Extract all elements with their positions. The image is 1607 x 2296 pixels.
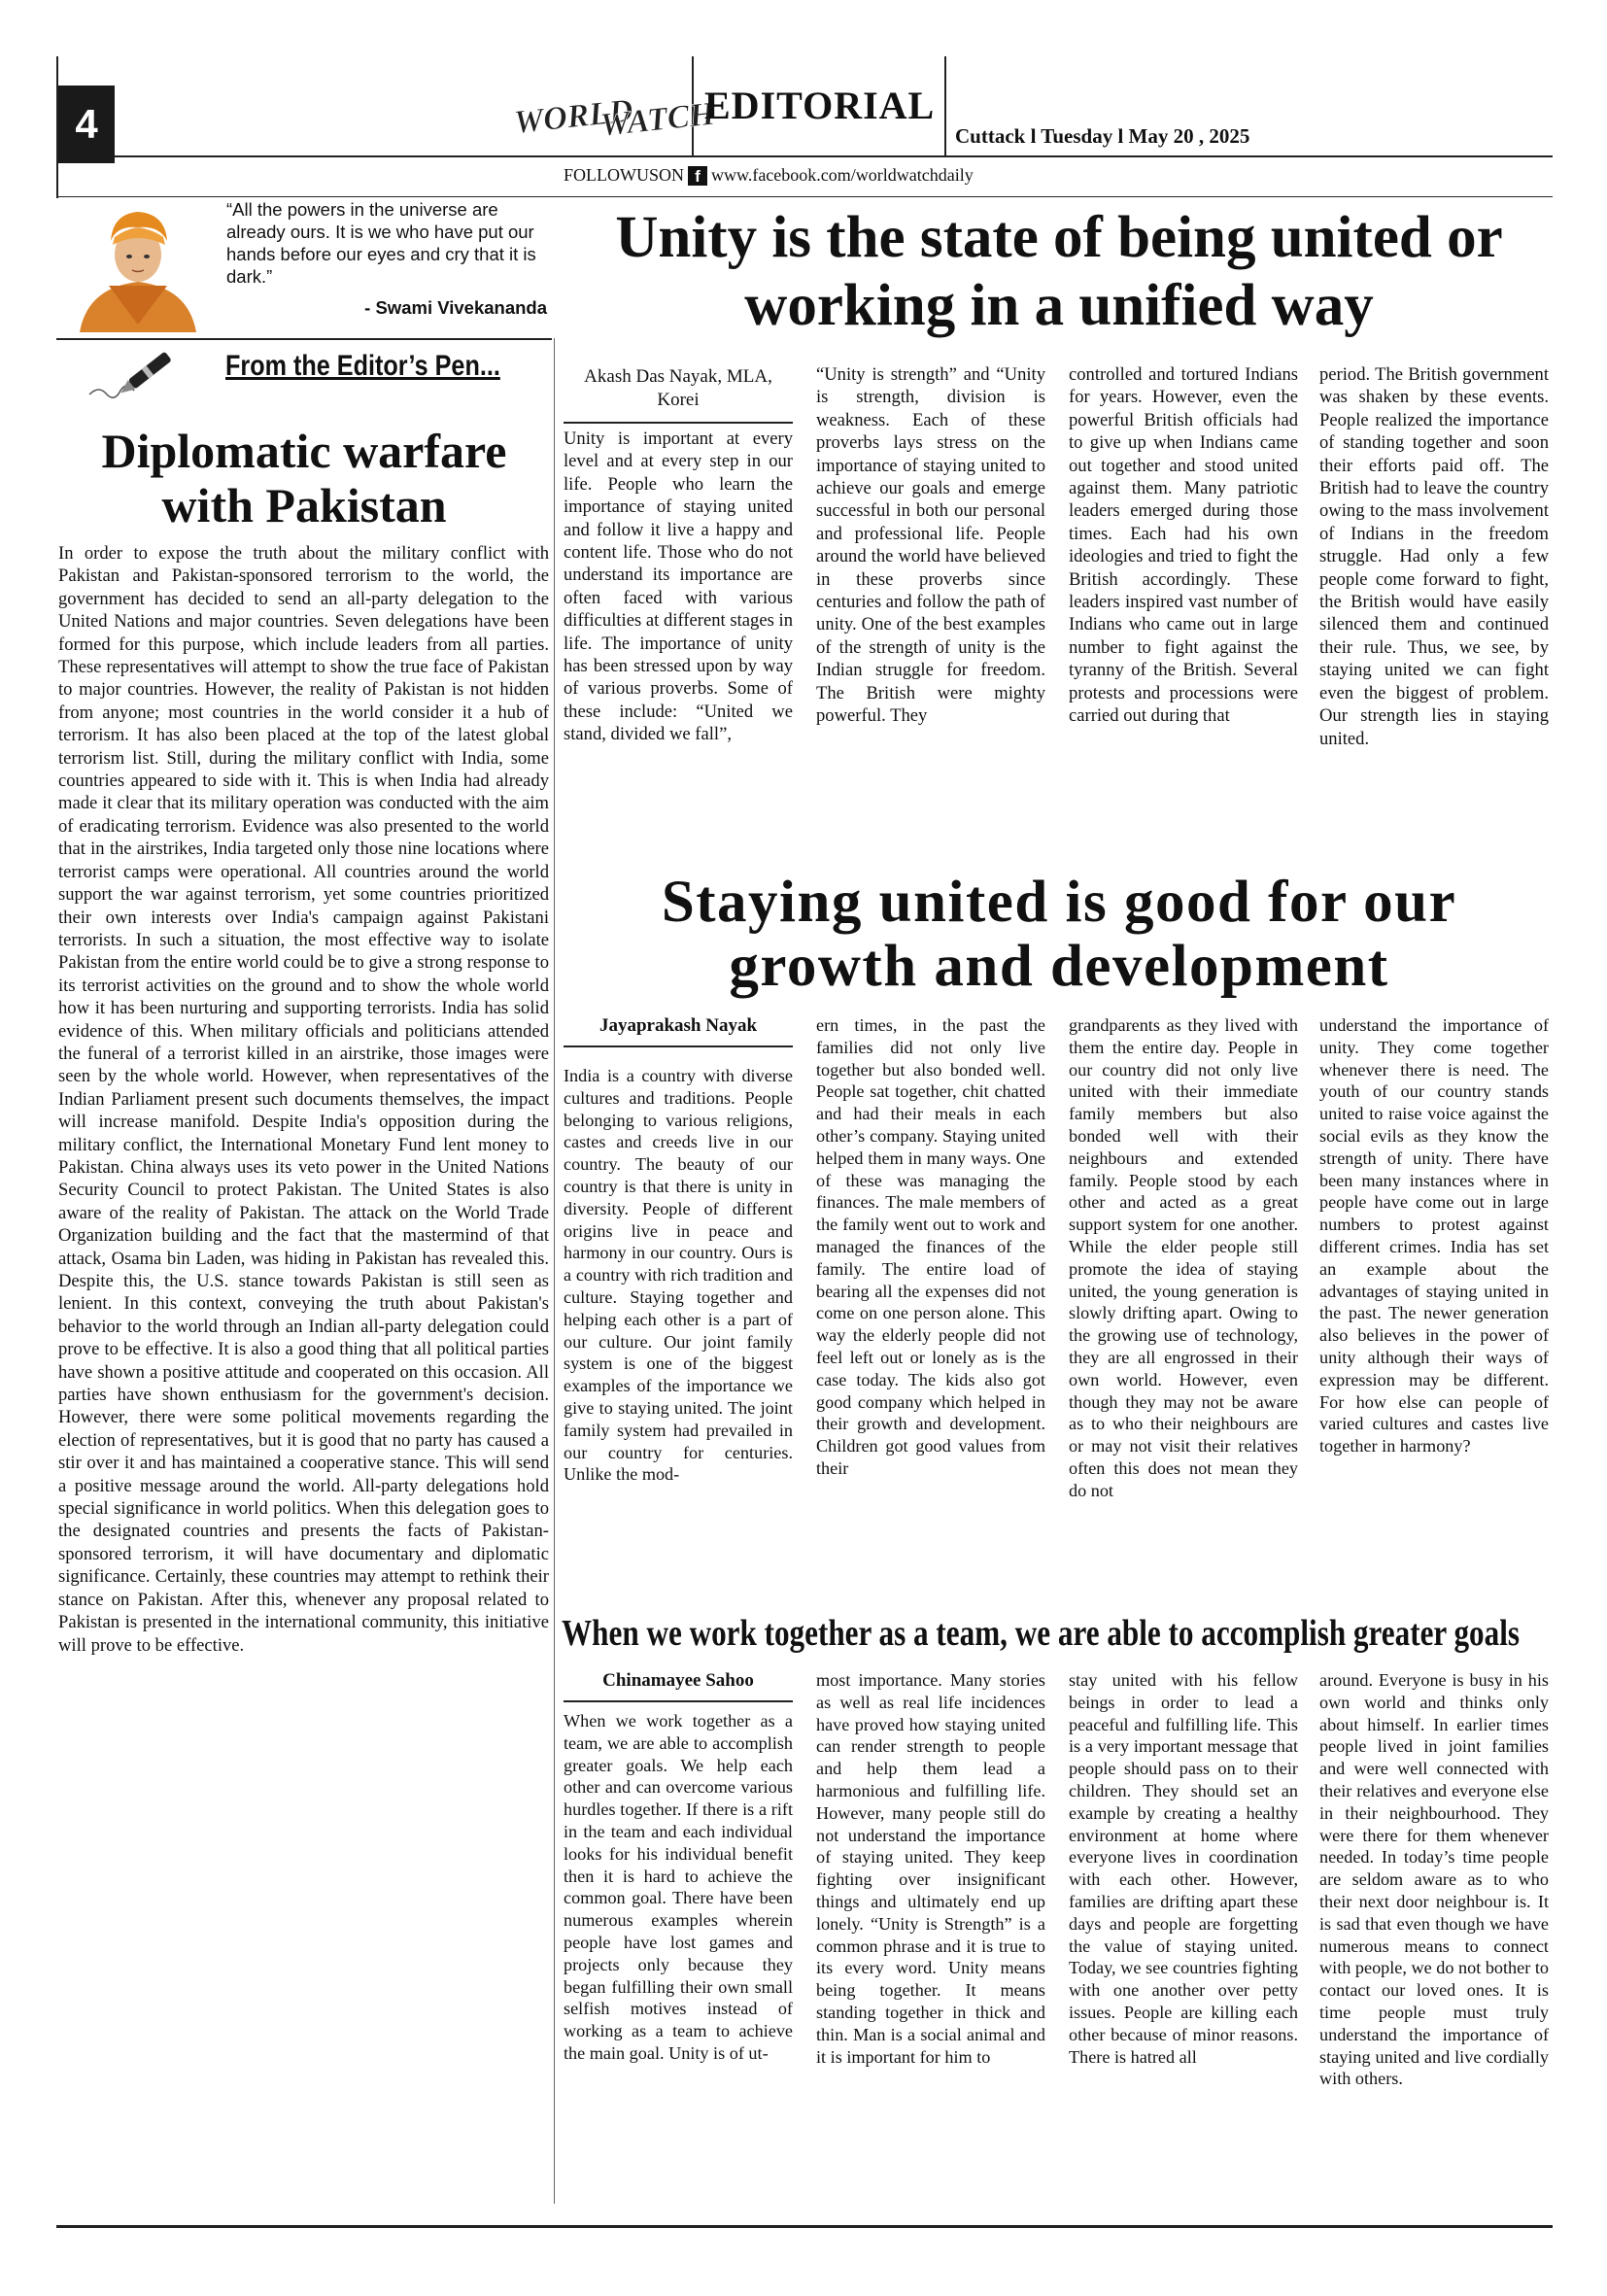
article3-column: stay united with his fellow beings in order to lead a peaceful and fulfilling life. This is a very important message that people should pass on to their children. They should set an example by creating a healthy environment at home where everyone lives in coordination with each other. However, families are drifting apart these days and people are forgetting the value of staying united. Today, we see countries fighting with one another over petty issues. People are killing each other because of minor reasons. There is hatred all [1069,1670,1298,2067]
article2-column: understand the importance of unity. They come together whenever there is need. The youth of our country stands united to raise voice against the social evils as they know the strength of unity. There have been many instances where in people have come out in large numbers to protest against different crimes. India has set an example about the advantages of staying united in the past. The newer generation also believes in the power of unity although their ways of expression may be different. For how else can people of varied cultures and castes live together in harmony? [1319,1015,1549,1456]
article1-byline: Akash Das Nayak, MLA, Korei [584,366,772,410]
article1-column: controlled and tortured Indians for years. However, even the powerful British officials had to give up when Indians came out together and stood united against them. Many patriotic leaders emerged during those times. Each had his own ideologies and tried to fight the British accordingly. These leaders inspired vast number of Indians who came out in large number to fight against the tyranny of the British. Several protests and processions were carried out during that [1069,364,1298,727]
article3-column: around. Everyone is busy in his own world and thinks only about himself. In earlier times people lived in joint families and were well connected with their relatives and everyone else in their neighbourhood. They were there for them whenever needed. In today’s time people are seldom aware as to who their next door neighbour is. It is sad that even though we have numerous means to connect with people, we do not bother to contact our loved ones. It is time people must truly understand the importance of staying united and live cordially with others. [1319,1670,1549,2089]
article2-column: India is a country with diverse cultures and traditions. People belonging to various religions, castes and creeds live in our country. The beauty of our country is that there is unity in diversity. People of different origins live in peace and harmony in our country. Ours is a country with rich tradition and culture. Staying together and helping each other is a part of our culture. Our joint family system is one of the biggest examples of the importance we give to staying united. The joint family system had prevailed in our country for centuries. Unlike the mod- [564,1066,793,1485]
article2-headline: Staying united is good for our growth and development [661,870,1457,999]
follow-us-bar [564,165,974,186]
article1-column: “Unity is strength” and “Unity is strength, division is weakness. Each of these proverbs lays stress on the importance of staying united to achieve our goals and emerge successful in both our personal and professional life. People around the world have believed in these proverbs since centuries and follow the path of unity. One of the best examples of the strength of unity is the Indian struggle for freedom. The British were mighty powerful. They [816,364,1045,727]
article3-column: When we work together as a team, we are able to accomplish greater goals. We help each other and can overcome various hurdles together. If there is a rift in the team and each individual looks for his individual benefit then it is hard to achieve the common goal. There have been numerous examples wherein people have lost games and projects only because they began fulfilling their own small selfish motives instead of working as a team to achieve the main goal. Unity is of ut- [564,1711,793,2063]
quote-text: “All the powers in the universe are already ours. It is we who have put our hands before our eyes and cry that it is dark.” [226,199,536,287]
quote-author: - Swami Vivekananda [364,297,547,318]
article3-column: most importance. Many stories as well as real life incidences have proved how staying united can render strength to people and help them lead a harmonious and fulfilling life. However, many people still do not understand the importance of staying united. They keep fighting over insignificant things and ultimately end up lonely. “Unity is Strength” is a common phrase and it is true to its every word. Unity means being together. It means standing together in thick and thin. Man is a social animal and it is important for him to [816,1670,1045,2067]
article3-headline: When we work together as a team, we are able to accomplish greater goals [562,1613,1520,1654]
editors-pen-label: From the Editor’s Pen... [225,350,500,382]
article2-column: ern times, in the past the families did not only live together but also bonded well. People sat together, chit chatted and had their meals in each other’s company. Staying united helped them in many ways. One of these was managing the finances. The male members of the family went out to work and managed the finances of the family. The entire load of bearing all the expenses did not come on one person alone. This way the elderly people did not feel left out or lonely as is the case today. The kids also got good company which helped in their growth and development. Children got good values from their [816,1015,1045,1478]
page-number: 4 [58,86,115,163]
svg-text:WATCH: WATCH [598,95,717,144]
article1-column: period. The British government was shaken by these events. People realized the importance of standing together and soon their efforts paid off. The British had to leave the country owing to the mass involvement of Indians in the freedom struggle. Had only a few people come forward to fight, the British would have easily silenced them and continued their rule. Thus, we see, by staying united we can fight even the biggest of problem. Our strength lies in staying united. [1319,364,1549,749]
article2-column: grandparents as they lived with them the entire day. People in our country did not only live united with their immediate family members but also bonded well with their neighbours and extended family. People stood by each other and acted as a great support system for one another. While the elder people still promote the idea of staying united, the young generation is slowly drifting apart. Owing to the growing use of technology, they are all engrossed in their own world. However, even though they may not be aware as to who their neighbours are or may not visit their relatives often this does not mean they do not [1069,1015,1298,1500]
svg-text:WORLD: WORLD [512,92,635,142]
editorial-body: In order to expose the truth about the military conflict with Pakistan and Pakistan-sponsored terrorism to the world, the government has decided to send an all-party delegation to the United Nations and major countries. Seven delegations have been formed for this purpose, which include leaders from all parties. These representatives will attempt to show the true face of Pakistan to major countries. However, the reality of Pakistan is not hidden from anyone; most countries in the world consider it a hub of terrorism. It has also been placed at the top of the latest global terrorism list. Still, during the military conflict with India, some countries appeared to side with it. This is when India had already made it clear that its military operation was conducted with the aim of eradicating terrorism. Evidence was also presented to the world that in the airstrikes, India targeted only those nine locations where terrorist camps were operational. All countries around the world support the war against terrorism, yet some countries prioritized their own interests over India's campaign against Pakistani terrorists. In such a situation, the most effective way to isolate Pakistan from the entire world could be to give a strong response to its terrorist activities on the ground and to show the whole world how it has been nurturing and supporting terrorists. India has solid evidence of this. When military officials and politicians attended the funeral of a terrorist killed in an airstrike, those images were seen by the whole world. However, when representatives of the Indian Parliament present such documents themselves, the impact will increase manifold. Despite India's opposition during the military conflict, the International Monetary Fund lent money to Pakistan. China always uses its veto power in the United Nations Security Council to protect Pakistan. The United States is also aware of the reality of Pakistan. The attack on the World Trade Organization building and the fact that the mastermind of that attack, Osama bin Laden, was hiding in Pakistan has revealed this. Despite this, the U.S. stance towards Pakistan is still seen as lenient. In this context, conveying the truth about Pakistan's behavior to the world through an Indian all-party delegation could prove to be effective. It is also a good thing that all political parties have shown a positive attitude and cooperated on this occasion. All parties have shown enthusiasm for the government's decision. However, there were some political movements regarding the election of representatives, but it is good that no party has caused a stir over it and has maintained a cooperative stance. This will send a positive message around the world. All-party delegations hold special significance in world politics. When this delegation goes to the designated countries and presents the facts of Pakistan-sponsored terrorism, it will have documentary and diplomatic significance. Certainly, these countries may attempt to rethink their stance on Pakistan. After this, whenever any proposal related to Pakistan is presented in the international community, this initiative will prove to be effective. [58,543,549,1656]
article1-headline: Unity is the state of being united or working in a unified way [615,205,1503,338]
editorial-headline: Diplomatic warfare with Pakistan [101,424,507,532]
world-watch-logo [510,78,717,155]
article1-column: Unity is important at every level and at every step in our life. People who learn the importance of staying united and follow it live a happy and content life. Those who do not understand its importance are often faced with various difficulties at different stages in life. The importance of unity has been stressed upon by way of various proverbs. Some of these include: “United we stand, divided we fall”, [564,428,793,745]
article2-byline: Jayaprakash Nayak [598,1015,758,1036]
section-title: EDITORIAL [704,84,936,127]
dateline: Cuttack l Tuesday l May 20 , 2025 [955,124,1250,148]
article3-byline: Chinamayee Sahoo [602,1670,754,1691]
facebook-icon: f [688,166,707,186]
facebook-url[interactable]: www.facebook.com/worldwatchdaily [711,165,974,185]
vivekananda-portrait [70,198,206,332]
follow-label: FOLLOWUSON [564,165,684,185]
fountain-pen-icon [85,346,179,406]
